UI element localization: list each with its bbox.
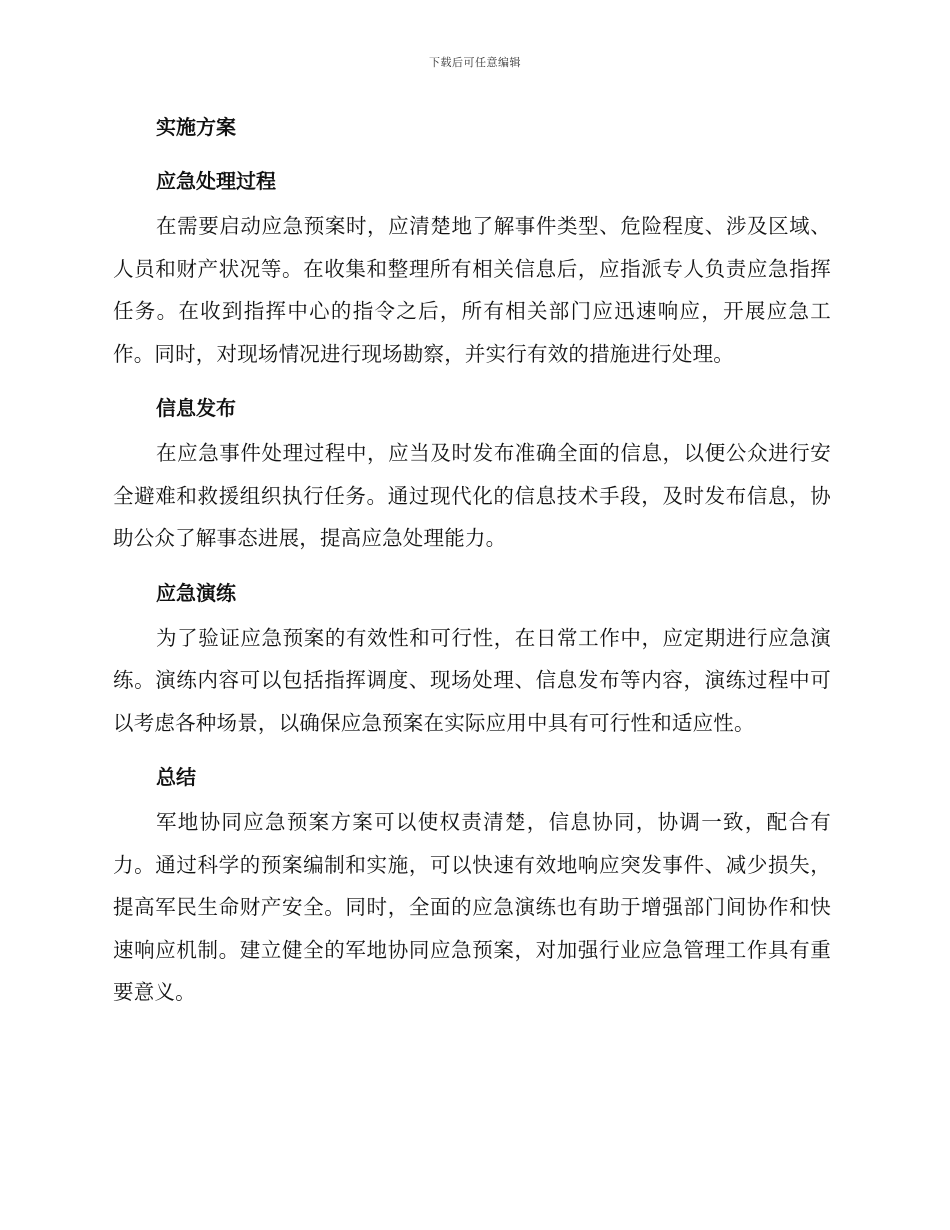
section-paragraph-info-release: 在应急事件处理过程中，应当及时发布准确全面的信息，以便公众进行安全避难和救援组织执行任务。通过现代化的信息技术手段，及时发布信息，协助公众了解事态进展，提高应急处理能力。: [113, 441, 831, 550]
document-body: [113, 110, 831, 1014]
section-paragraph-emergency-process: 在需要启动应急预案时，应清楚地了解事件类型、危险程度、涉及区域、人员和财产状况等。在收集和整理所有相关信息后，应指派专人负责应急指挥任务。在收到指挥中心的指令之后，所有相关部门应迅速响应，开展应急工作。同时，对现场情况进行现场勘察，并实行有效的措施进行处理。: [113, 214, 831, 366]
header-note: 下载后可任意编辑: [429, 56, 521, 69]
section-heading-drill: 应急演练: [156, 580, 236, 605]
document-title: 实施方案: [156, 115, 236, 139]
section-heading-emergency-process: 应急处理过程: [156, 169, 276, 193]
section-paragraph-summary: 军地协同应急预案方案可以使权责清楚，信息协同，协调一致，配合有力。通过科学的预案编制和实施，可以快速有效地响应突发事件、减少损失，提高军民生命财产安全。同时，全面的应急演练也有助于增强部门间协作和快速响应机制。建立健全的军地协同应急预案，对加强行业应急管理工作具有重要意义。: [113, 810, 831, 1004]
section-paragraph-drill: 为了验证应急预案的有效性和可行性，在日常工作中，应定期进行应急演练。演练内容可以包括指挥调度、现场处理、信息发布等内容，演练过程中可以考虑各种场景，以确保应急预案在实际应用中具有可行性和适应性。: [113, 625, 831, 735]
section-heading-info-release: 信息发布: [156, 396, 236, 420]
section-heading-summary: 总结: [156, 765, 196, 789]
